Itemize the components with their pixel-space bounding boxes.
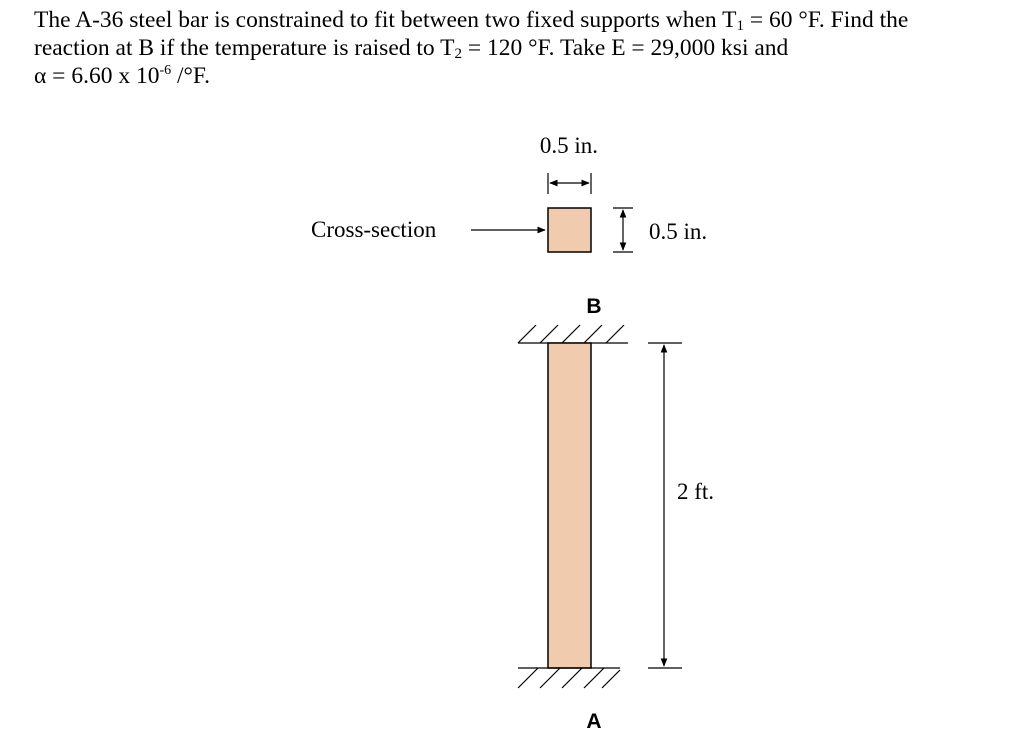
- height-dimension: [613, 208, 633, 252]
- height-dimension-label: 0.5 in.: [649, 219, 708, 244]
- width-dimension-label: 0.5 in.: [539, 133, 599, 158]
- problem-line-2: reaction at B if the temperature is raised to $T_2 = 120$ °F. Take E = 29,000 ksi and: [34, 35, 789, 62]
- support-b-label: B: [586, 295, 602, 318]
- cross-section-label: Cross-section: [311, 217, 437, 242]
- support-b-hatch: [518, 325, 628, 343]
- support-a-hatch: [518, 668, 620, 688]
- length-dimension: [648, 343, 682, 668]
- length-dimension-label: 2 ft.: [677, 479, 715, 504]
- steel-bar: [548, 343, 591, 668]
- width-dimension: [548, 173, 591, 194]
- support-a-label: A: [586, 710, 602, 733]
- problem-line-1: The A-36 steel bar is constrained to fit between two fixed supports when $T_1 = 60$ °F. Find the: [34, 7, 909, 34]
- problem-line-3: α = 6.60 x $10^{-6}$ /°F.: [34, 63, 210, 89]
- cross-section-square: [548, 208, 591, 252]
